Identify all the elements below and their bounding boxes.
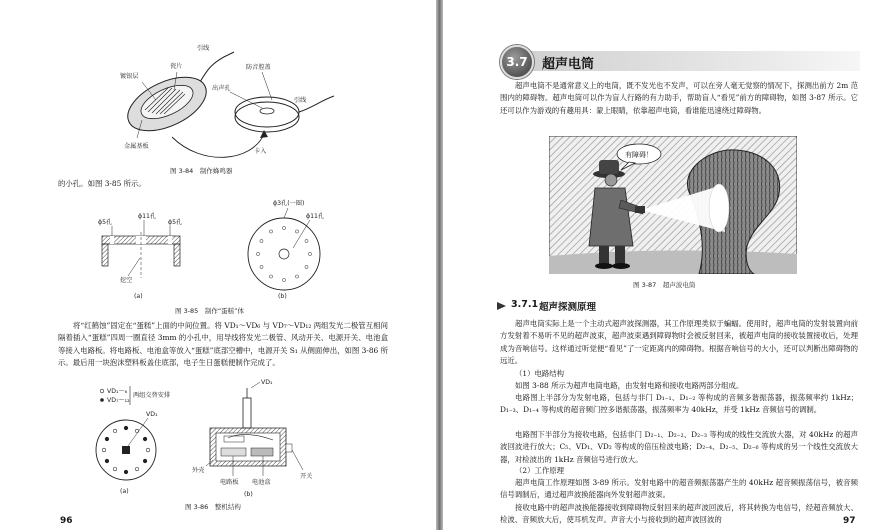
led-marker bbox=[135, 467, 139, 471]
legend-vd1-6: VD₁～₆ bbox=[107, 388, 128, 395]
cake-hole bbox=[282, 226, 285, 229]
cake-hole bbox=[269, 230, 272, 233]
paragraph-receive: 电路图下半部分为接收电路，包括非门 D₂₋₁、D₂₋₂、D₂₋₃ 等构成的线性交流放大器，对 40kHz 的超声波回波进行放大；C₅、VD₁、VD₂ 等构成的倍压检波电路；D₂₋₄、D₂₋₅、D₂₋₆ 等构成的另一个线性交流放大器，对检波出的 1kHz 音频信号进行放大。 bbox=[500, 430, 858, 464]
subsection-arrow-icon bbox=[497, 302, 506, 310]
figure-cake-body bbox=[88, 196, 343, 301]
led-marker bbox=[105, 437, 109, 441]
label-hole-11b: ϕ11孔 bbox=[306, 213, 325, 220]
label-board: 电路板 bbox=[220, 479, 239, 486]
section-header bbox=[500, 45, 860, 77]
cake-hole bbox=[260, 239, 263, 242]
led-marker bbox=[146, 448, 150, 452]
caption-fig-3-84: 图 3-84 制作蜂鸣器 bbox=[170, 167, 233, 175]
intro-paragraph: 超声电筒不是通常意义上的电筒，既不发光也不发声，可以在旁人毫无觉察的情况下，探测出前方 2m 范围内的障碍物。超声电筒可以作为盲人行路的有力助手，帮助盲人“看见”前方的障碍物，如图 3-87 所示。它还可以作为游戏的有趣用具：蒙上眼睛，依靠超声电筒，看谁能迅速绕过障碍物。 bbox=[500, 81, 858, 115]
paragraph-principle: 超声电筒实际上是一个主动式超声波探测器，其工作原理类似于蝙蝠。使用时，超声电筒的发射装置向前方发射着不易听不见的超声波束，超声波束遇到障碍物时会被反射回来，被超声电筒的接收装置接收后，处理成为音响信号。这样通过听觉便“看见”了一定距离内的障碍物。根据音响信号的大小，还可以判断出障碍物的远近。 bbox=[500, 319, 858, 366]
cake-hole bbox=[295, 230, 298, 233]
right-page bbox=[443, 0, 879, 530]
label-switch: 开关 bbox=[300, 473, 313, 480]
caption-fig-3-86: 图 3-86 整机结构 bbox=[185, 503, 241, 511]
legend-note: 两组交替安排 bbox=[133, 392, 171, 399]
label-plating: 镀银层 bbox=[120, 73, 139, 80]
label-sub-b-86: (b) bbox=[244, 491, 253, 498]
paragraph-circuit-intro: 如图 3-88 所示为超声电筒电路，由发射电路和接收电路两部分组成。 bbox=[515, 381, 744, 390]
text-small-holes: 的小孔。如图 3-85 所示。 bbox=[58, 179, 146, 188]
led-marker bbox=[143, 459, 147, 463]
led-marker bbox=[124, 426, 128, 430]
figure-buzzer bbox=[112, 42, 342, 167]
label-sub-a-86: (a) bbox=[120, 488, 129, 495]
label-resonance-chamber: 防音腔盖 bbox=[246, 64, 271, 71]
label-sub-b-85: (b) bbox=[278, 293, 287, 300]
left-page bbox=[0, 0, 436, 530]
label-hole-11a: ϕ11孔 bbox=[138, 213, 157, 220]
label-insert: 卡入 bbox=[254, 148, 267, 155]
subsection-title: 超声探测原理 bbox=[539, 302, 597, 313]
text-assembly: 将“红鹤蚀”固定在“蛋糕”上面的中间位置。将 VD₁～VD₆ 与 VD₇～VD₁₂ 两组发光二极管互相间隔着插入“蛋糕”四周一圈直径 3mm 的小孔中，用导线将发光二极管、风动开关、电源开关、电池盒等接入电路板。将电路板、电池盒等放入“蛋糕”底部空槽中，电源开关 S₁ 从侧面伸出，如图 3-86 所示。最后用一块泡沫塑料板盖住底部，电子生日蛋糕便制作完成了。 bbox=[58, 321, 388, 368]
cake-hole bbox=[308, 252, 311, 255]
heading-working-principle: （2）工作原理 bbox=[515, 466, 565, 475]
label-hole-5a: ϕ5孔 bbox=[98, 219, 113, 226]
page-number-right: 97 bbox=[843, 516, 856, 526]
paragraph-transmit: 电路图上半部分为发射电路，包括与非门 D₁₋₁、D₁₋₂ 等构成的音频多谐振荡器，振荡频率约 1kHz；D₁₋₃、D₁₋₄ 等构成的超音频门控多谐振荡器，振荡频率为 40kHz，并受 1kHz 音频信号的调制。 bbox=[500, 393, 858, 415]
label-sound-hole: 出声孔 bbox=[212, 85, 231, 92]
book-spine bbox=[436, 0, 443, 530]
led-marker bbox=[105, 459, 109, 463]
label-vd-b: VD₁ bbox=[261, 379, 273, 386]
label-sub-a-85: (a) bbox=[134, 293, 143, 300]
cake-hole bbox=[305, 239, 308, 242]
legend-vd7-12: VD₇～₁₂ bbox=[107, 397, 130, 404]
label-cavity: 挖空 bbox=[120, 277, 133, 284]
label-housing: 外壳 bbox=[192, 467, 205, 474]
led-marker bbox=[135, 429, 139, 433]
label-hole-5b: ϕ5孔 bbox=[168, 219, 183, 226]
cake-hole bbox=[256, 252, 259, 255]
section-number-badge: 3.7 bbox=[500, 45, 534, 79]
caption-fig-3-85: 图 3-85 制作“蛋糕”体 bbox=[175, 307, 245, 315]
cake-hole bbox=[295, 275, 298, 278]
cake-hole bbox=[282, 278, 285, 281]
label-vd-a: VD₁ bbox=[146, 411, 158, 418]
subsection-number: 3.7.1 bbox=[511, 299, 539, 310]
label-lead-right: 引线 bbox=[294, 97, 307, 104]
cake-hole bbox=[269, 275, 272, 278]
heading-circuit-structure: （1）电路结构 bbox=[515, 369, 565, 378]
caption-fig-3-87: 图 3-87 超声波电筒 bbox=[633, 281, 696, 289]
speech-bubble-text: 有障碍！ bbox=[625, 151, 653, 159]
led-marker bbox=[124, 470, 128, 474]
figure-assembly bbox=[88, 378, 368, 500]
label-hole-3: ϕ3孔(一圈) bbox=[273, 200, 305, 207]
label-lead-top: 引线 bbox=[197, 45, 210, 52]
cake-hole bbox=[260, 265, 263, 268]
led-marker bbox=[113, 429, 117, 433]
led-marker bbox=[113, 467, 117, 471]
paragraph-working-2: 接收电路中的超声波换能器接收到障碍物反射回来的超声波回波后，将其转换为电信号，经超音频放大、检波、音频放大后，使耳机发声。声音大小与接收到的超声波回波的 bbox=[500, 503, 858, 525]
label-ceramic: 瓷片 bbox=[170, 63, 183, 70]
led-marker bbox=[143, 437, 147, 441]
cake-hole bbox=[305, 265, 308, 268]
label-battery: 电池盒 bbox=[252, 479, 271, 486]
label-metal-substrate: 金属基板 bbox=[124, 143, 149, 150]
illustration-ultrasonic-torch bbox=[549, 136, 797, 274]
led-marker bbox=[102, 448, 106, 452]
paragraph-working-1: 超声电筒工作原理如图 3-89 所示。发射电路中的超音频振荡器产生的 40kHz 超音频振荡信号，被音频信号调制后，通过超声波换能器向外发射超声波束。 bbox=[500, 478, 858, 500]
page-number-left: 96 bbox=[60, 516, 73, 526]
section-title: 超声电筒 bbox=[542, 57, 595, 72]
